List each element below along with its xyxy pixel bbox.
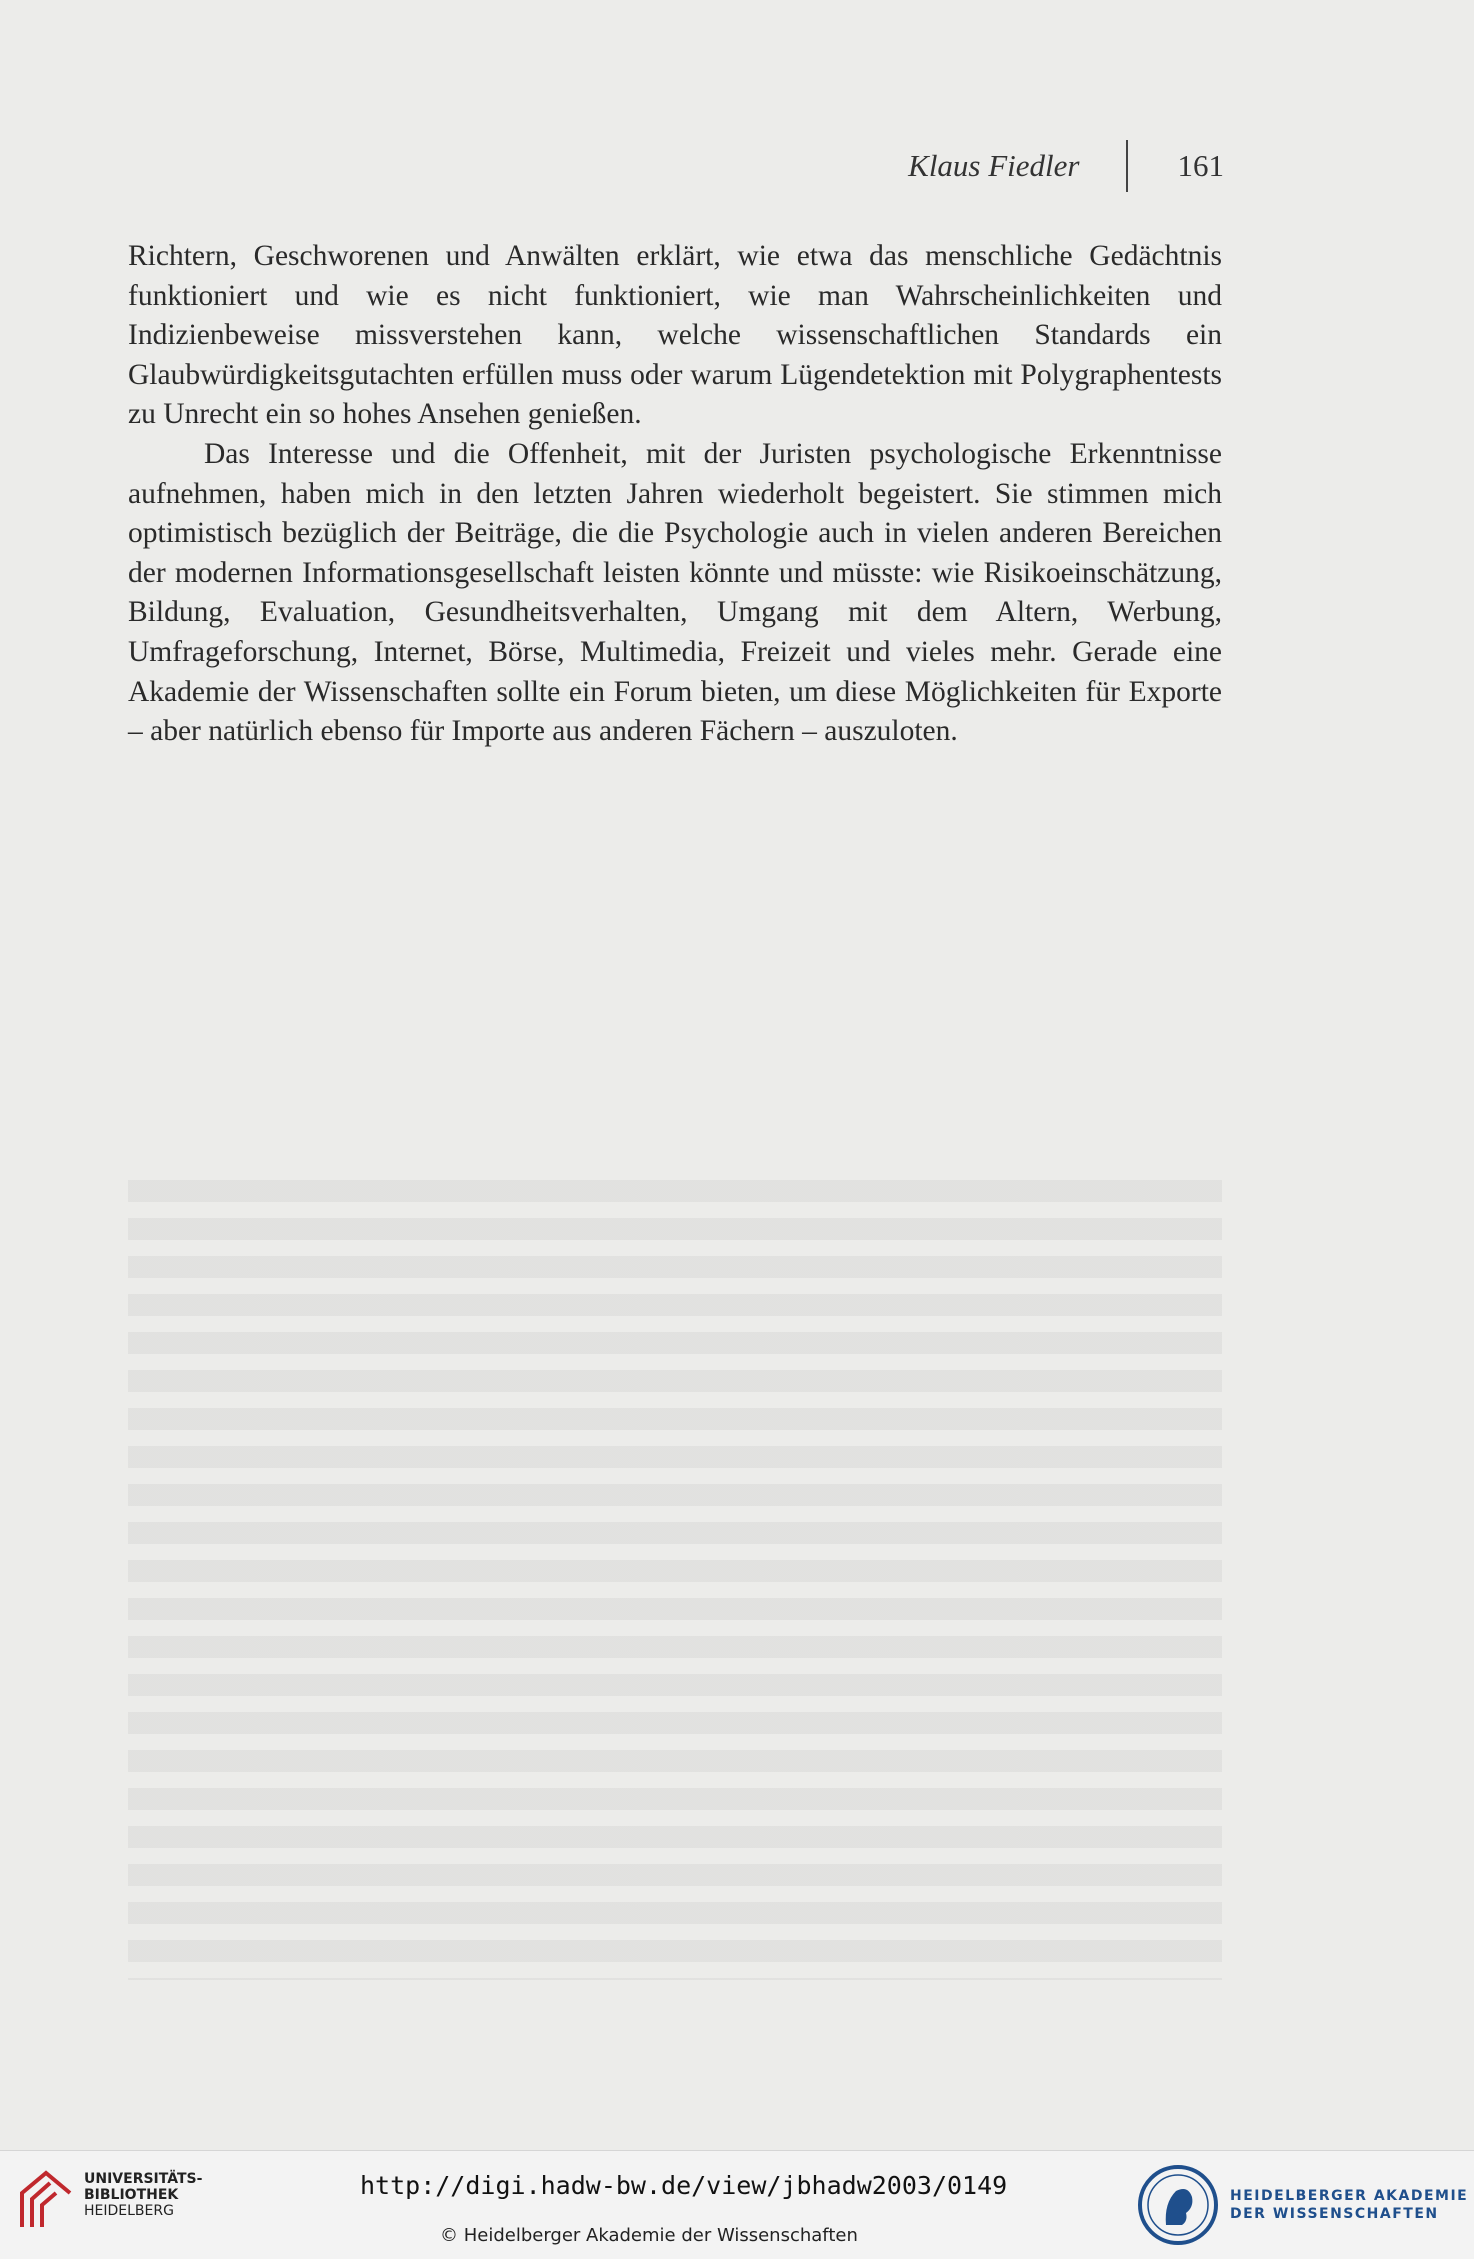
permalink-url[interactable]: http://digi.hadw-bw.de/view/jbhadw2003/0149 — [360, 2171, 1008, 2200]
academy-seal-icon — [1136, 2163, 1220, 2247]
paragraph: Das Interesse und die Offenheit, mit der Juristen psychologische Erkenntnisse aufnehmen, haben mich in den letzten Jahren wiederholt begeistert. Sie stimmen mich optimistisch bezüglich der Beiträge, die die Psychologie auch in vielen anderen Bereichen der modernen Informationsgesellschaft leisten könnte und müsste: wie Risikoeinschätzung, Bildung, Evaluation, Gesundheitsverhalten, Umgang mit dem Altern, Werbung, Umfrageforschung, Internet, Börse, Multimedia, Freizeit und vieles mehr. Gerade eine Akademie der Wissenschaften sollte ein Forum bieten, um diese Möglichkeiten für Exporte – aber natürlich ebenso für Importe aus anderen Fächern – auszuloten. — [128, 437, 1222, 748]
viewer-footer — [0, 2150, 1474, 2259]
paragraph: Richtern, Geschworenen und Anwälten erklärt, wie etwa das menschliche Gedächtnis funktioniert und wie es nicht funktioniert, wie man Wahrscheinlichkeiten und Indizienbeweise missverstehen kann, welche wissenschaftlichen Standards ein Glaubwürdigkeitsgutachten erfüllen muss oder warum Lügendetektion mit Polygraphentests zu Unrecht ein so hohes Ansehen genießen. — [128, 240, 1222, 431]
header-divider — [1126, 140, 1128, 192]
running-header — [908, 140, 1224, 192]
library-name: UNIVERSITÄTS- BIBLIOTHEK HEIDELBERG — [84, 2171, 203, 2219]
body-text — [128, 237, 1222, 752]
academy-name: HEIDELBERGER AKADEMIE DER WISSENSCHAFTEN — [1230, 2188, 1469, 2222]
page-number: 161 — [1177, 148, 1224, 183]
copyright-notice: © Heidelberger Akademie der Wissenschaften — [440, 2225, 858, 2246]
show-through-shadow — [128, 1180, 1222, 1980]
header-author: Klaus Fiedler — [908, 148, 1080, 183]
university-library-logo — [16, 2165, 76, 2235]
